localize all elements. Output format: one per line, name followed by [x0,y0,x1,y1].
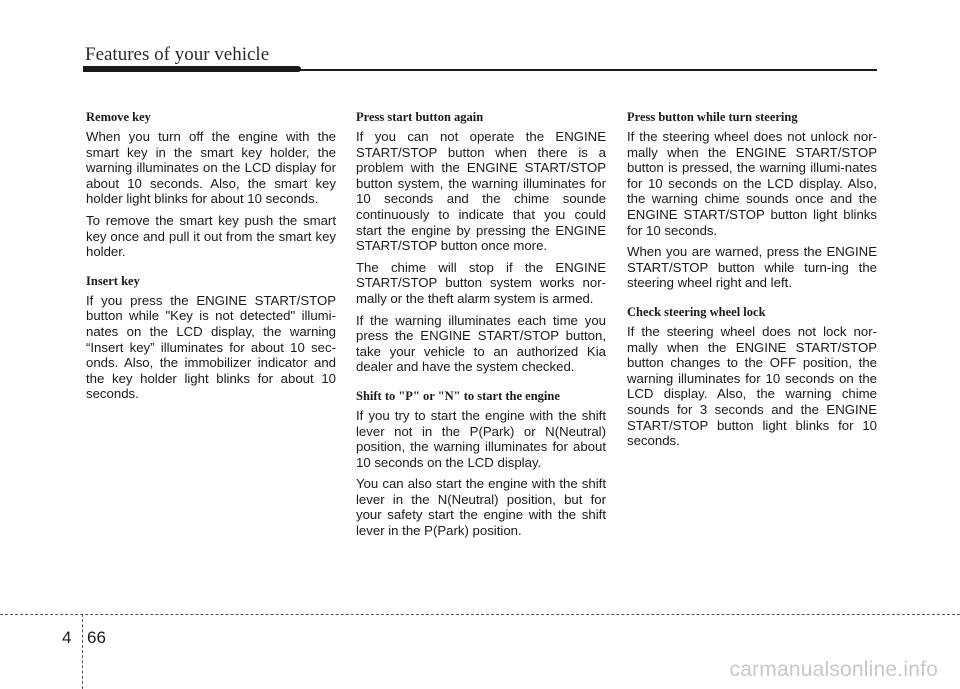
watermark-text: carmanualsonline.info [729,658,938,681]
section-heading-press-while-turn-steering: Press button while turn steering [627,110,798,124]
column-left [86,110,336,408]
footer-dashed-rule [0,614,960,615]
section-heading-check-steering-lock: Check steering wheel lock [627,304,766,319]
section-heading-press-start-again: Press start button again [356,110,484,124]
column-middle [356,110,606,545]
column-right [627,110,877,455]
paragraph: To remove the smart key push the smart key once and pull it out from the smart key holder. [86,212,336,260]
paragraph: The chime will stop if the ENGINE START/STOP button system works nor-mally or the theft alarm system is armed. [356,259,606,306]
chapter-number: 4 [62,628,72,647]
footer-dashed-divider [82,614,83,689]
paragraph: When you are warned, press the ENGINE START/STOP button while turn-ing the steering wheel right and left. [627,244,877,291]
paragraph: You can also start the engine with the shift lever in the N(Neutral) position, but for your safety start the engine with the shift lever in the P(Park) position. [356,476,606,539]
section-heading-insert-key: Insert key [86,273,140,288]
page-number: 66 [87,628,106,647]
paragraph: If the steering wheel does not lock nor-mally when the ENGINE START/STOP button changes to the OFF position, the warning illuminates for 10 seconds on the LCD display. Also, the warning chime sounds for 3 seconds and the ENGINE START/STOP button light blinks for 10 seconds. [627,323,877,449]
paragraph: When you turn off the engine with the smart key in the smart key holder, the warning illuminates on the LCD display for about 10 seconds. Also, the smart key holder light blinks for about 10 seconds. [86,129,336,207]
paragraph: If you can not operate the ENGINE START/STOP button when there is a problem with the ENGINE START/STOP button system, the warning illuminates for 10 seconds and the chime sounde continuously to indicate that you could start the engine by pressing the ENGINE START/STOP button once more. [356,129,606,254]
header-rule-thin [300,69,877,71]
paragraph: If you press the ENGINE START/STOP button while "Key is not detected" illumi-nates on the LCD display, the warning “Insert key” illuminates for about 10 sec-onds. Also, the immobilizer indicator and the key holder light blinks for about 10 seconds. [86,292,336,402]
paragraph: If the steering wheel does not unlock nor-mally when the ENGINE START/STOP button is pressed, the warning illumi-nates for 10 seconds on the LCD display. Also, the warning chime sounds once and the ENGINE START/STOP button light blinks for 10 seconds. [627,129,877,238]
section-heading-shift-to-p-or-n: Shift to "P" or "N" to start the engine [356,388,560,403]
paragraph: If the warning illuminates each time you press the ENGINE START/STOP button, take your vehicle to an authorized Kia dealer and have the system checked. [356,312,606,375]
page-header-title: Features of your vehicle [85,44,270,65]
section-heading-remove-key: Remove key [86,110,151,124]
header-rule-thick [83,66,301,72]
paragraph: If you try to start the engine with the shift lever not in the P(Park) or N(Neutral) position, the warning illuminates for about 10 seconds on the LCD display. [356,407,606,470]
